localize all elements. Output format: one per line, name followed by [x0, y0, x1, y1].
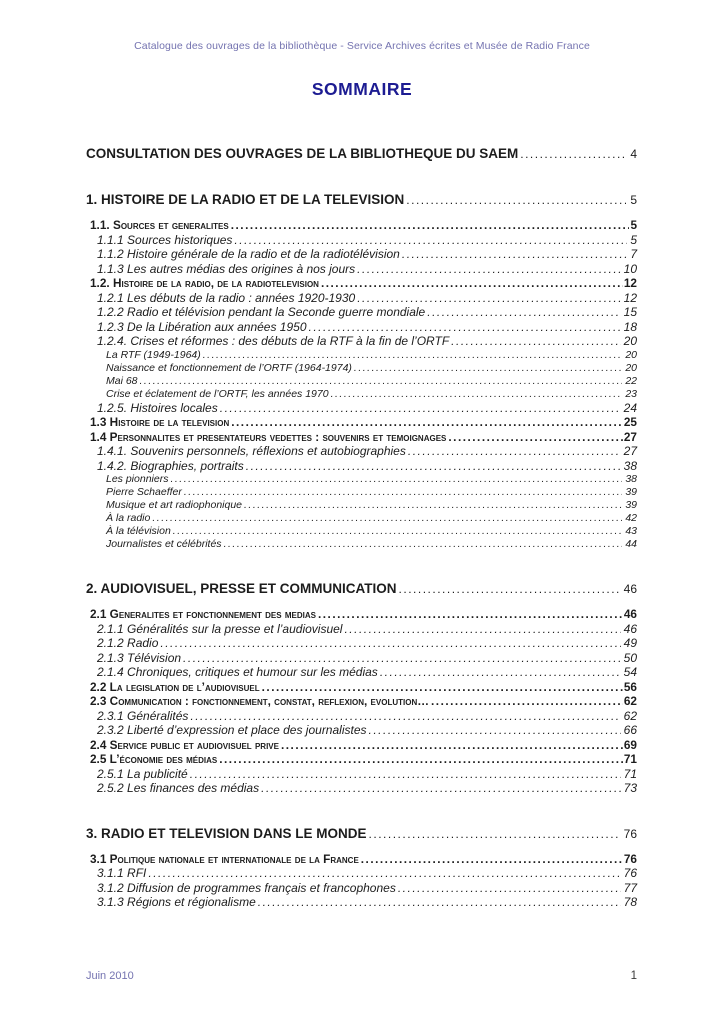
- toc-entry-label: 1.4.1. Souvenirs personnels, réflexions et autobiographies: [97, 444, 406, 458]
- toc-entry[interactable]: [86, 881, 637, 896]
- toc-list: [86, 146, 637, 910]
- toc-entry[interactable]: [86, 738, 637, 753]
- toc-entry-label: Mai 68: [106, 374, 138, 387]
- toc-leader-dots: [354, 362, 622, 375]
- toc-page-number: 71: [623, 752, 637, 766]
- toc-entry[interactable]: [86, 895, 637, 910]
- toc-entry-label: 1.4 Personnalites et presentateurs vedettes : souvenirs et temoignages: [90, 429, 447, 444]
- toc-entry[interactable]: [86, 680, 637, 695]
- toc-entry[interactable]: [86, 781, 637, 796]
- toc-entry-label: 1.2.1 Les débuts de la radio : années 1920-1930: [97, 290, 356, 305]
- toc-entry-label: 2.5 L’économie des médias: [90, 752, 218, 766]
- toc-page-number: 42: [625, 512, 637, 524]
- toc-entry[interactable]: [86, 866, 637, 881]
- toc-entry-label: 2.1.2 Radio: [97, 636, 159, 650]
- toc-leader-dots: [398, 881, 621, 896]
- toc-page-number: 76: [623, 851, 637, 866]
- toc-entry[interactable]: [86, 233, 637, 248]
- toc-leader-dots: [184, 486, 622, 499]
- toc-entry[interactable]: [86, 525, 637, 538]
- toc-entry-label: Musique et art radiophonique: [106, 499, 243, 511]
- running-header: Catalogue des ouvrages de la bibliothèque - Service Archives écrites et Musée de Radio France: [134, 40, 590, 52]
- toc-entry[interactable]: [86, 247, 637, 262]
- toc-leader-dots: [331, 388, 623, 401]
- toc-entry-label: 2. AUDIOVISUEL, PRESSE ET COMMUNICATION: [86, 581, 397, 596]
- toc-leader-dots: [520, 146, 626, 162]
- toc-entry[interactable]: [86, 767, 637, 782]
- toc-entry[interactable]: [86, 512, 637, 525]
- page-footer: [86, 970, 637, 982]
- toc-leader-dots: [262, 680, 623, 695]
- toc-leader-dots: [369, 723, 621, 738]
- toc-page-number: 38: [623, 458, 637, 473]
- toc-entry[interactable]: [86, 459, 637, 474]
- toc-entry[interactable]: [86, 430, 637, 445]
- toc-entry-label: 1.1.1 Sources historiques: [97, 232, 233, 247]
- toc-entry-label: Pierre Schaeffer: [106, 486, 182, 498]
- toc-entry[interactable]: [86, 305, 637, 320]
- toc-entry-label: 1.2.3 De la Libération aux années 1950: [97, 319, 307, 334]
- toc-leader-dots: [402, 247, 627, 262]
- toc-page-number: 44: [625, 538, 637, 550]
- toc-page-number: 66: [623, 723, 637, 737]
- toc-entry[interactable]: [86, 146, 637, 162]
- toc-leader-dots: [190, 709, 620, 724]
- toc-entry-label: 2.1 Generalites et fonctionnement des medias: [90, 607, 316, 621]
- toc-page-number: 62: [623, 694, 637, 708]
- toc-entry-label: 2.3.1 Généralités: [97, 708, 189, 723]
- toc-page-number: 43: [625, 525, 637, 537]
- toc-entry[interactable]: [86, 192, 637, 208]
- toc-page-number: 49: [623, 636, 637, 650]
- toc-entry-label: 1.2.2 Radio et télévision pendant la Seconde guerre mondiale: [97, 305, 426, 319]
- toc-entry[interactable]: [86, 752, 637, 767]
- toc-leader-dots: [448, 430, 622, 445]
- toc-entry-label: 2.1.1 Généralités sur la presse et l’audiovisuel: [97, 621, 343, 636]
- toc-page-number: 12: [623, 290, 637, 305]
- toc-entry-label: 2.2 La legislation de l’audiovisuel: [90, 679, 260, 694]
- toc-entry[interactable]: [86, 320, 637, 335]
- toc-leader-dots: [246, 459, 621, 474]
- toc-page-number: 46: [623, 621, 637, 636]
- toc-leader-dots: [231, 415, 623, 430]
- toc-page-number: 18: [623, 319, 637, 334]
- toc-entry-label: 1. HISTOIRE DE LA RADIO ET DE LA TELEVISION: [86, 192, 405, 207]
- toc-entry[interactable]: [86, 665, 637, 680]
- toc-entry-label: 2.5.1 La publicité: [97, 766, 188, 781]
- toc-entry-label: Les pionniers: [106, 473, 169, 485]
- toc-entry-label: 2.3 Communication : fonctionnement, constat, reflexion, evolution…: [90, 694, 430, 708]
- toc-entry-label: 1.2.4. Crises et réformes : des débuts de la RTF à la fin de l’ORTF: [97, 334, 450, 348]
- toc-leader-dots: [361, 852, 623, 867]
- toc-page-number: 20: [625, 361, 637, 374]
- toc-entry[interactable]: [86, 388, 637, 401]
- toc-page-number: 27: [623, 444, 637, 458]
- toc-entry-label: Naissance et fonctionnement de l’ORTF (1964-1974): [106, 361, 352, 374]
- toc-leader-dots: [140, 375, 623, 388]
- footer-date: Juin 2010: [86, 970, 134, 982]
- toc-leader-dots: [309, 320, 621, 335]
- toc-page-number: 24: [623, 400, 637, 415]
- toc-page-number: 76: [623, 826, 637, 841]
- toc-leader-dots: [234, 233, 627, 248]
- toc-leader-dots: [406, 192, 626, 208]
- toc-entry-label: À la télévision: [106, 525, 171, 537]
- toc-leader-dots: [203, 349, 623, 362]
- toc-entry-label: À la radio: [106, 512, 151, 524]
- toc-entry[interactable]: [86, 473, 637, 486]
- toc-entry[interactable]: [86, 362, 637, 375]
- toc-leader-dots: [173, 525, 623, 538]
- toc-page-number: 46: [623, 582, 637, 596]
- toc-page-number: 56: [623, 679, 637, 694]
- toc-leader-dots: [190, 767, 621, 782]
- toc-entry-label: 1.4.2. Biographies, portraits: [97, 458, 244, 473]
- toc-leader-dots: [183, 651, 621, 666]
- toc-entry[interactable]: [86, 334, 637, 349]
- toc-entry-label: 1.1. Sources et generalites: [90, 218, 229, 232]
- toc-leader-dots: [318, 607, 623, 622]
- toc-entry[interactable]: [86, 444, 637, 459]
- toc-page-number: 71: [623, 766, 637, 781]
- toc-entry-label: 3.1 Politique nationale et internationale de la France: [90, 851, 359, 866]
- toc-leader-dots: [281, 738, 623, 753]
- toc-entry[interactable]: [86, 723, 637, 738]
- toc-leader-dots: [369, 826, 620, 842]
- toc-page-number: 69: [623, 737, 637, 752]
- toc-entry[interactable]: [86, 486, 637, 499]
- toc-leader-dots: [321, 276, 623, 291]
- toc-leader-dots: [160, 636, 620, 651]
- toc-page-number: 73: [623, 781, 637, 795]
- toc-entry[interactable]: [86, 499, 637, 512]
- toc-entry[interactable]: [86, 349, 637, 362]
- toc-entry[interactable]: [86, 607, 637, 622]
- toc-leader-dots: [152, 512, 622, 525]
- toc-page-number: 76: [623, 866, 637, 880]
- toc-entry[interactable]: [86, 852, 637, 867]
- toc-entry-label: Crise et éclatement de l’ORTF, les années 1970: [106, 387, 329, 400]
- toc-page-number: 22: [625, 374, 637, 387]
- page-title: SOMMAIRE: [311, 79, 413, 99]
- toc-page-number: 38: [625, 473, 637, 485]
- toc-leader-dots: [344, 622, 620, 637]
- toc-entry-label: 3. RADIO ET TELEVISION DANS LE MONDE: [86, 825, 367, 841]
- toc-entry[interactable]: [86, 538, 637, 551]
- toc-entry[interactable]: [86, 826, 637, 842]
- toc-page-number: 39: [625, 499, 637, 511]
- toc-leader-dots: [399, 581, 620, 597]
- toc-leader-dots: [261, 781, 621, 796]
- toc-page-number: 10: [623, 261, 637, 276]
- toc-entry-label: CONSULTATION DES OUVRAGES DE LA BIBLIOTHEQUE DU SAEM: [86, 146, 519, 161]
- toc-entry[interactable]: [86, 636, 637, 651]
- toc-entry[interactable]: [86, 276, 637, 291]
- toc-entry-label: 3.1.1 RFI: [97, 866, 147, 880]
- toc-leader-dots: [380, 665, 621, 680]
- toc-leader-dots: [451, 334, 620, 349]
- toc-entry[interactable]: [86, 694, 637, 709]
- toc-entry-label: 3.1.2 Diffusion de programmes français et francophones: [97, 880, 396, 895]
- toc-entry-label: 1.1.3 Les autres médias des origines à nos jours: [97, 261, 356, 276]
- toc-page-number: 54: [623, 665, 637, 679]
- toc-entry[interactable]: [86, 291, 637, 306]
- toc-leader-dots: [357, 262, 620, 277]
- toc-entry-label: Journalistes et célébrités: [106, 538, 222, 550]
- toc-leader-dots: [148, 866, 620, 881]
- toc-entry-label: 1.3 Histoire de la television: [90, 415, 230, 429]
- toc-entry-label: La RTF (1949-1964): [106, 348, 201, 361]
- toc-page-number: 25: [623, 415, 637, 429]
- toc-entry[interactable]: [86, 709, 637, 724]
- toc-leader-dots: [408, 444, 621, 459]
- toc-entry-label: 2.4 Service public et audiovisuel prive: [90, 737, 279, 752]
- toc-page-number: 23: [625, 387, 637, 400]
- toc-entry-label: 2.3.2 Liberté d’expression et place des journalistes: [97, 723, 367, 737]
- toc-page-number: 46: [623, 607, 637, 621]
- toc-entry-label: 3.1.3 Régions et régionalisme: [97, 895, 256, 909]
- toc-page-number: 5: [630, 232, 637, 247]
- toc-page-number: 62: [623, 708, 637, 723]
- toc-entry-label: 1.2. Histoire de la radio, de la radiotelevision: [90, 276, 319, 290]
- toc-page-number: 7: [630, 247, 637, 261]
- toc-leader-dots: [244, 499, 622, 512]
- toc-page-number: 20: [623, 334, 637, 348]
- toc-page-number: 78: [623, 895, 637, 909]
- toc-page-number: 15: [623, 305, 637, 319]
- toc-entry[interactable]: [86, 218, 637, 233]
- toc-page-number: 27: [623, 429, 637, 444]
- toc-page-number: 5: [630, 218, 637, 232]
- toc-leader-dots: [220, 401, 621, 416]
- toc-entry[interactable]: [86, 581, 637, 597]
- toc-page-number: 50: [623, 650, 637, 665]
- toc-leader-dots: [427, 305, 620, 320]
- toc-page-number: 39: [625, 486, 637, 498]
- toc-page-number: 12: [623, 276, 637, 290]
- toc-page-number: 4: [630, 147, 637, 161]
- toc-leader-dots: [231, 218, 630, 233]
- toc-leader-dots: [170, 473, 622, 486]
- toc-entry[interactable]: [86, 262, 637, 277]
- toc-entry-label: 2.5.2 Les finances des médias: [97, 781, 260, 795]
- toc-entry-label: 1.1.2 Histoire générale de la radio et de la radiotélévision: [97, 247, 400, 261]
- toc-entry[interactable]: [86, 375, 637, 388]
- toc-entry-label: 1.2.5. Histoires locales: [97, 400, 218, 415]
- toc-page-number: 5: [630, 193, 637, 207]
- toc-page-number: 77: [623, 880, 637, 895]
- toc-leader-dots: [224, 538, 623, 551]
- footer-page-number: 1: [630, 970, 637, 982]
- toc-entry[interactable]: [86, 401, 637, 416]
- toc-leader-dots: [258, 895, 621, 910]
- toc-leader-dots: [431, 694, 623, 709]
- toc-entry[interactable]: [86, 651, 637, 666]
- toc-entry-label: 2.1.3 Télévision: [97, 650, 182, 665]
- toc-leader-dots: [357, 291, 620, 306]
- toc-page-number: 20: [625, 348, 637, 361]
- toc-leader-dots: [219, 752, 623, 767]
- toc-entry[interactable]: [86, 622, 637, 637]
- toc-entry-label: 2.1.4 Chroniques, critiques et humour sur les médias: [97, 665, 378, 679]
- toc-entry[interactable]: [86, 415, 637, 430]
